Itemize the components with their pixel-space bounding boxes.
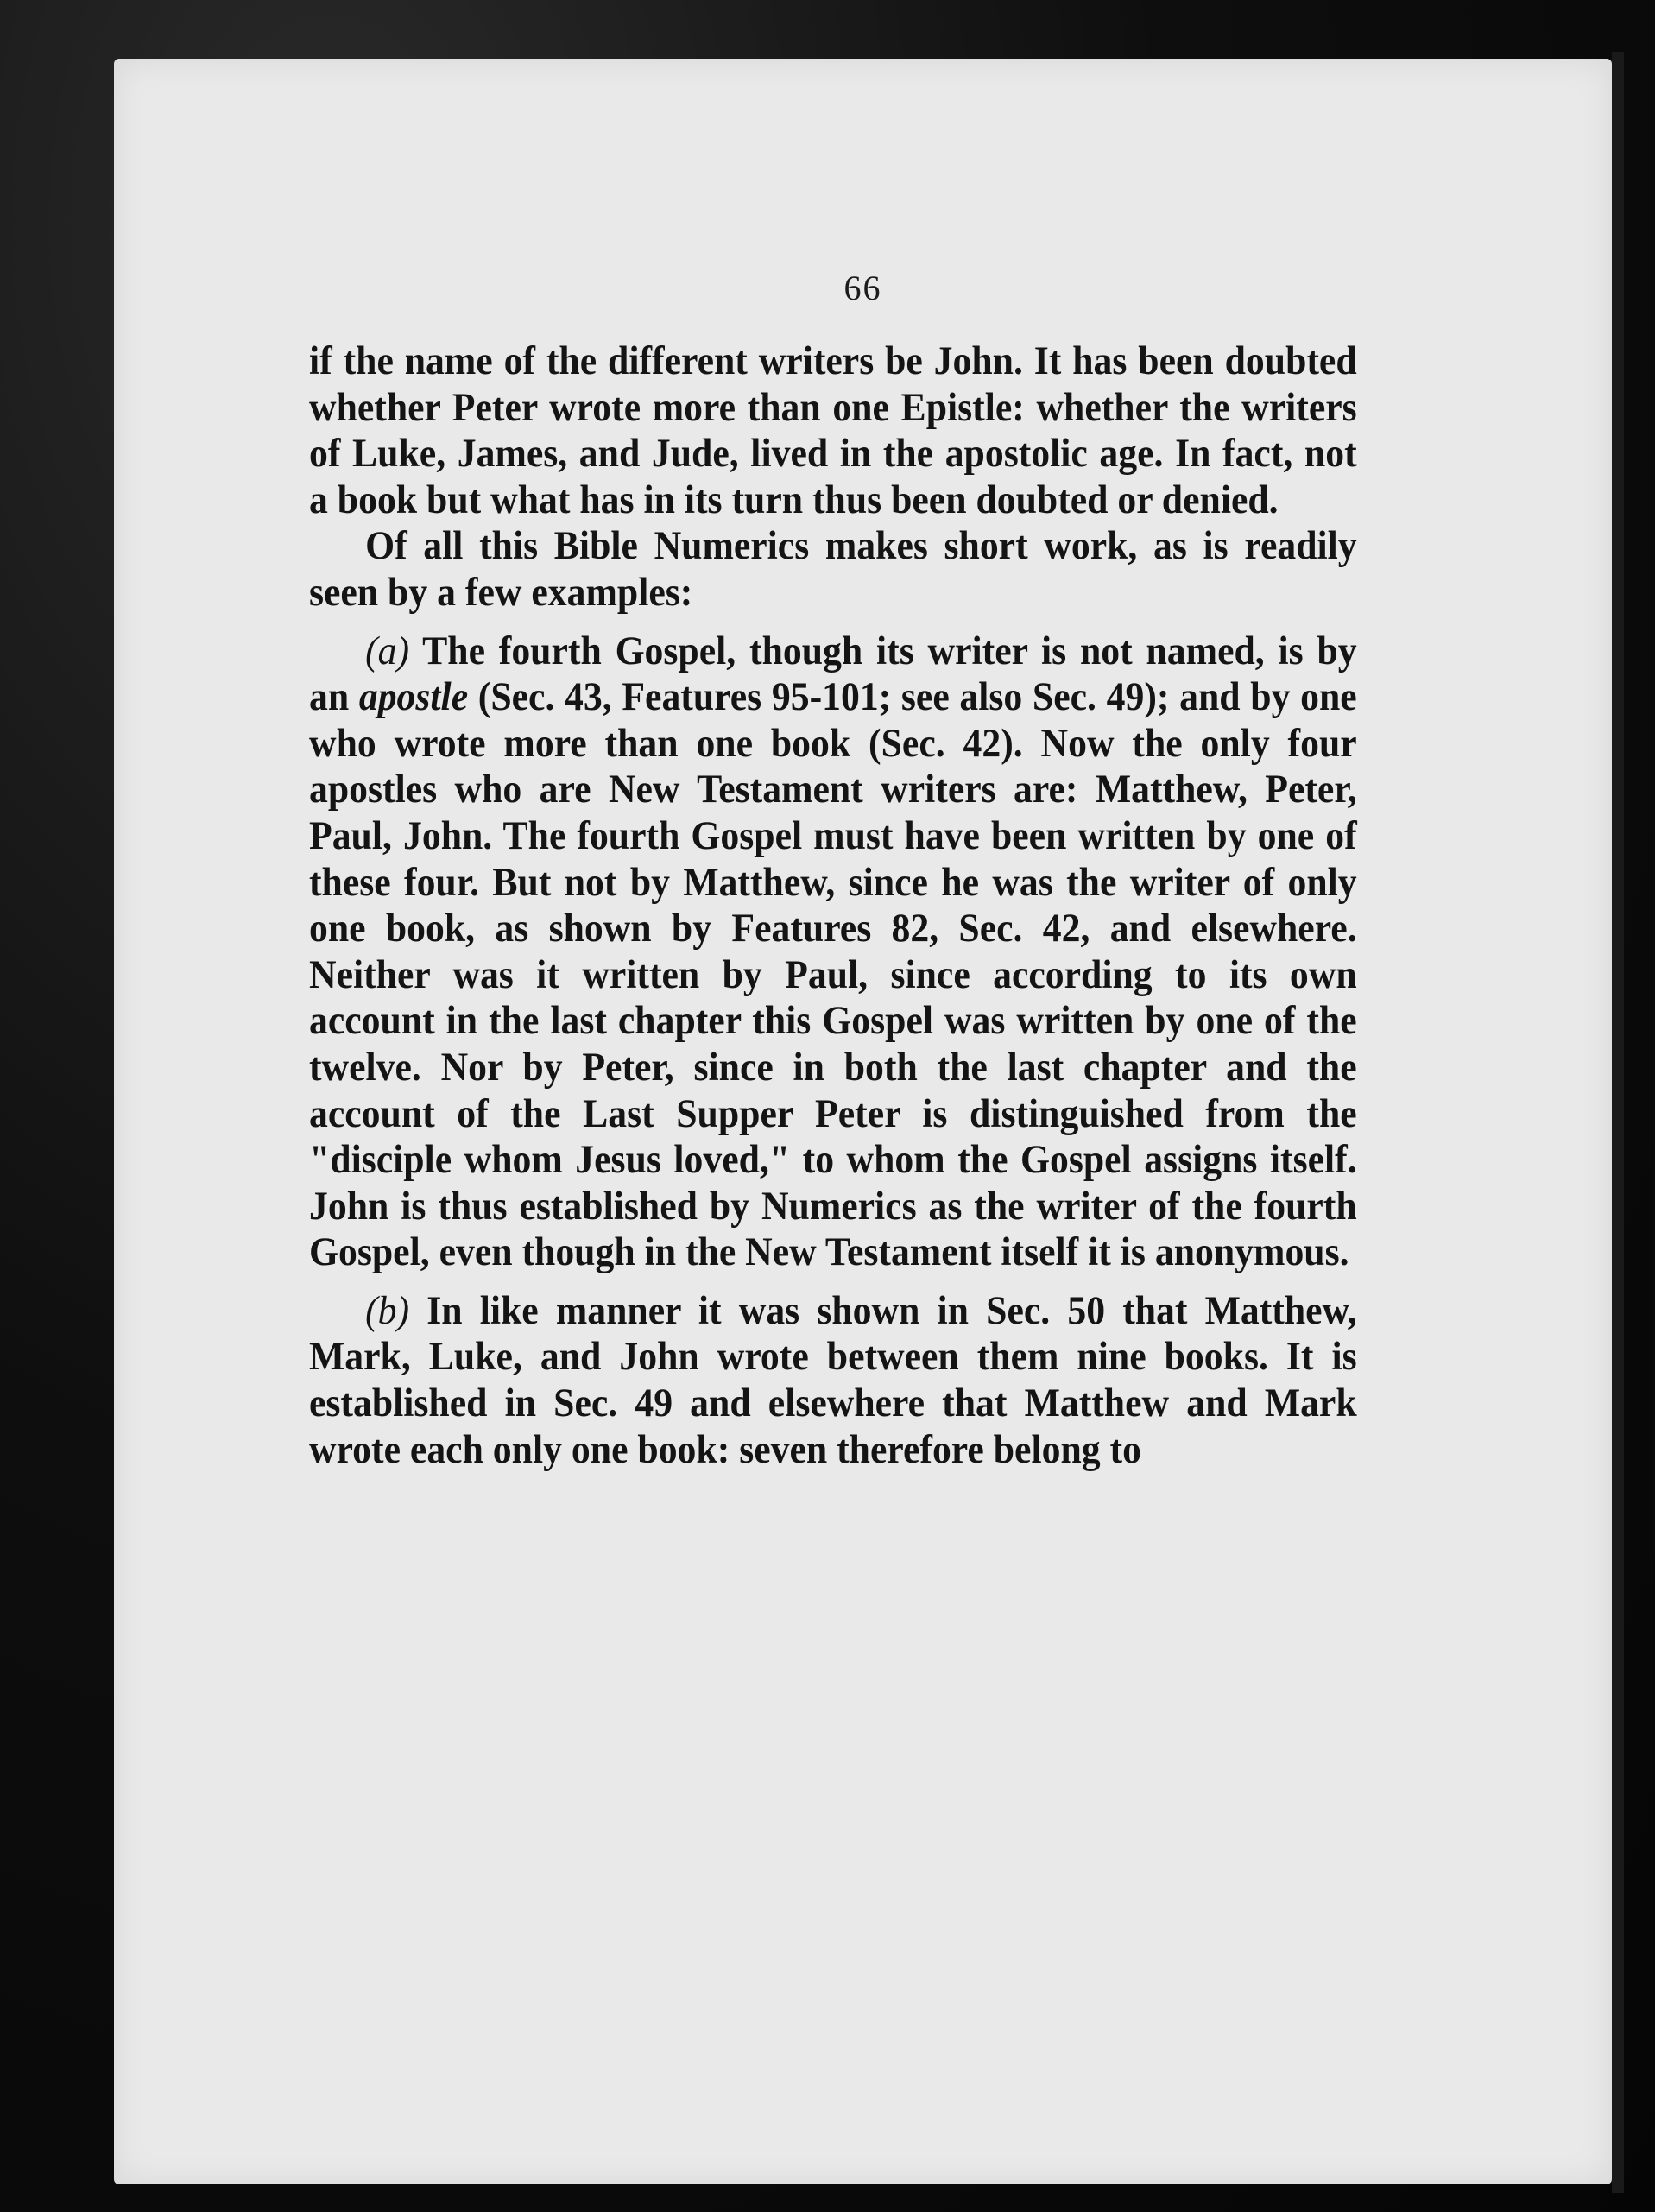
paragraph-numerics-intro: Of all this Bible Numerics makes short work, as is readily seen by a few examples: (309, 523, 1357, 615)
body-text (309, 338, 1357, 1473)
paragraph-continuation: if the name of the different writers be John. It has been doubted whether Peter wrote more than one Epistle: whether the writers of Luke, James, and Jude, lived in the apostolic age. In fact, not a book but what has in its turn thus been doubted or denied. (309, 338, 1357, 522)
example-b-text: In like manner it was shown in Sec. 50 that Matthew, Mark, Luke, and John wrote between them nine books. It is established in Sec. 49 and elsewhere that Matthew and Mark wrote each only one book: seven therefore belong to (309, 1287, 1357, 1472)
example-label-b: (b) (365, 1287, 410, 1333)
page-number: 66 (843, 269, 882, 307)
example-a-text-start: The fourth Gospel, though its writer is not named, is by an (309, 628, 1357, 720)
paragraph-example-b (309, 1288, 1357, 1473)
paragraph-example-a (309, 629, 1357, 1276)
book-spine-edge (1612, 52, 1624, 2193)
example-a-emphasis: apostle (358, 674, 469, 720)
example-a-text-end: (Sec. 43, Features 95-101; see also Sec. 49); and by one who wrote more than one book (Sec. 42). Now the only four apostles who are New Testament writers are: Matthew, Peter, Paul, John. The fourth Gospel must have been written by one of these four. But not by Matthew, since he was the writer of only one book, as shown by Features 82, Sec. 42, and elsewhere. Neither was it written by Paul, since according to its own account in the last chapter this Gospel was written by one of the twelve. Nor by Peter, since in both the last chapter and the account of the Last Supper Peter is distinguished from the "disciple whom Jesus loved," to whom the Gospel assigns itself. John is thus established by Numerics as the writer of the fourth Gospel, even though in the New Testament itself it is anonymous. (309, 674, 1357, 1275)
example-label-a: (a) (365, 628, 410, 673)
